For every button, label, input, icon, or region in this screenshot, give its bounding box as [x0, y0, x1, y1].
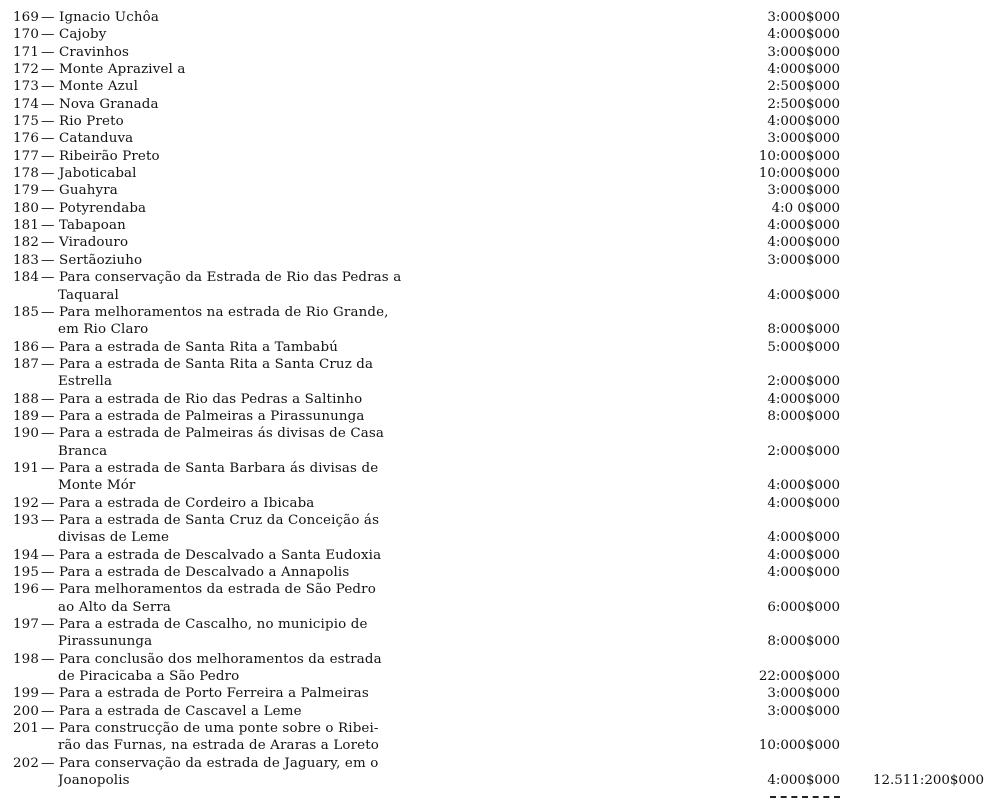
entry-label: Para a estrada de Rio das Pedras a Saltinho — [59, 391, 363, 407]
entry-text — [13, 79, 144, 94]
entry-amount: 10:000$000 — [758, 738, 840, 754]
entry-description — [13, 148, 428, 165]
ledger-entry-row — [0, 44, 986, 61]
entry-number: 191 — [13, 460, 40, 476]
entry-description — [13, 96, 428, 113]
entry-number: 171 — [13, 44, 40, 60]
entry-number: 175 — [13, 114, 40, 130]
entry-text — [58, 478, 141, 493]
entry-description — [13, 391, 428, 408]
entry-text — [13, 27, 112, 42]
entry-label: Branca — [58, 443, 108, 459]
ledger-entry-continuation-row — [0, 599, 986, 616]
entry-label: Sertãoziuho — [59, 252, 143, 268]
entry-label: Para a estrada de Santa Rita a Santa Cruz da — [59, 356, 374, 372]
entry-amount: 2:000$000 — [767, 374, 840, 390]
entry-number: 173 — [13, 79, 40, 95]
ledger-entry-row — [0, 547, 986, 564]
entry-amount: 4:000$000 — [767, 62, 840, 78]
entry-amount: 4:000$000 — [767, 495, 840, 511]
entry-dash: — — [41, 512, 55, 528]
entry-amount: 4:000$000 — [767, 547, 840, 563]
entry-description — [13, 356, 428, 373]
ledger-entry-continuation-row — [0, 772, 986, 789]
entry-description — [13, 217, 428, 234]
ledger-entry-continuation-row — [0, 321, 986, 338]
entry-dash: — — [41, 460, 55, 476]
entry-text — [13, 496, 320, 511]
entry-text — [13, 756, 384, 771]
entry-text — [13, 270, 407, 285]
ledger-entry-row — [0, 460, 986, 477]
entry-description — [13, 130, 428, 147]
entry-amount: 10:000$000 — [758, 166, 840, 182]
entry-description — [13, 703, 428, 720]
entry-amount: 4:000$000 — [767, 530, 840, 546]
entry-description — [13, 113, 428, 130]
entry-description — [58, 737, 428, 754]
entry-dash: — — [41, 703, 55, 719]
entry-dash: — — [41, 114, 55, 130]
entry-text — [13, 97, 165, 112]
entry-label: Para a estrada de Descalvado a Annapolis — [59, 565, 350, 580]
entry-label: Taquaral — [58, 287, 119, 303]
entry-dash: — — [41, 148, 55, 164]
entry-label: ao Alto da Serra — [58, 599, 172, 615]
entry-text — [58, 600, 177, 615]
ledger-entry-row — [0, 356, 986, 373]
entry-text — [58, 288, 125, 303]
entry-number: 197 — [13, 617, 40, 633]
entry-dash: — — [41, 62, 55, 78]
entry-number: 184 — [13, 270, 40, 286]
ledger-entry-row — [0, 165, 986, 182]
entry-number: 172 — [13, 62, 40, 78]
ledger-entry-continuation-row — [0, 737, 986, 754]
entry-description — [58, 373, 428, 390]
entry-text — [58, 669, 245, 684]
entry-text — [13, 131, 139, 146]
entry-text — [13, 253, 148, 268]
entry-amount: 3:000$000 — [767, 703, 840, 719]
entry-text — [13, 183, 124, 198]
entry-label: Monte Aprazivel a — [59, 62, 186, 78]
entry-text — [58, 530, 175, 545]
ledger-entry-row — [0, 408, 986, 425]
entry-label: Joanopolis — [58, 773, 130, 789]
entry-dash: — — [41, 651, 55, 667]
total-underline-rule — [770, 796, 840, 798]
entry-description — [58, 287, 428, 304]
entry-description — [13, 78, 428, 95]
entry-dash: — — [41, 131, 55, 147]
entry-number: 202 — [13, 755, 40, 771]
entry-description — [13, 547, 428, 564]
entry-label: Para melhoramentos da estrada de São Pedro — [59, 582, 376, 598]
entry-description — [58, 529, 428, 546]
entry-description — [13, 44, 428, 61]
ledger-entry-continuation-row — [0, 373, 986, 390]
entry-description — [13, 61, 428, 78]
entry-label: Para a estrada de Palmeiras ás divisas de Casa — [59, 426, 385, 442]
entry-text — [13, 340, 344, 355]
entry-dash: — — [41, 235, 55, 251]
ledger-entry-row — [0, 252, 986, 269]
entry-label: Ignacio Uchôa — [59, 10, 159, 25]
entry-number: 169 — [13, 10, 40, 25]
ledger-entry-row — [0, 564, 986, 581]
entry-text — [58, 374, 118, 389]
entry-label: de Piracicaba a São Pedro — [58, 669, 240, 685]
entry-number: 190 — [13, 426, 40, 442]
entry-description — [13, 234, 428, 251]
entry-description — [58, 772, 428, 789]
entry-number: 185 — [13, 304, 40, 320]
entry-description — [13, 269, 428, 286]
ledger-entry-row — [0, 130, 986, 147]
entry-amount: 4:000$000 — [767, 565, 840, 580]
entry-text — [13, 686, 375, 701]
entry-amount: 3:000$000 — [767, 252, 840, 268]
entry-label: Para construcção de uma ponte sobre o Ribei- — [59, 721, 379, 737]
entry-description — [58, 477, 428, 494]
entry-label: Para a estrada de Santa Cruz da Conceição ás — [59, 512, 380, 528]
ledger-entry-row — [0, 78, 986, 95]
entry-dash: — — [41, 44, 55, 60]
entry-description — [13, 339, 428, 356]
grand-total-amount: 12.511:200$000 — [872, 773, 984, 789]
entry-label: Para conservação da Estrada de Rio das Pedras a — [59, 270, 402, 286]
entry-number: 182 — [13, 235, 40, 251]
entry-text — [13, 114, 130, 129]
entry-amount: 8:000$000 — [767, 634, 840, 650]
entry-number: 193 — [13, 512, 40, 528]
entry-amount: 2:500$000 — [767, 96, 840, 112]
entry-label: Catanduva — [59, 131, 134, 147]
entry-dash: — — [41, 565, 55, 580]
entry-number: 178 — [13, 166, 40, 182]
ledger-entry-row — [0, 703, 986, 720]
ledger-entry-row — [0, 182, 986, 199]
entry-description — [13, 564, 428, 581]
entry-dash: — — [41, 304, 55, 320]
entry-amount: 3:000$000 — [767, 10, 840, 25]
entry-dash: — — [41, 27, 55, 43]
ledger-entry-continuation-row — [0, 287, 986, 304]
ledger-entry-continuation-row — [0, 443, 986, 460]
entry-dash: — — [41, 10, 55, 25]
ledger-entry-row — [0, 304, 986, 321]
entry-number: 192 — [13, 495, 40, 511]
entry-dash: — — [41, 79, 55, 95]
entry-text — [13, 392, 368, 407]
entry-label: Para a estrada de Porto Ferreira a Palmeiras — [59, 686, 369, 702]
entry-description — [13, 581, 428, 598]
entry-text — [58, 773, 136, 788]
entry-text — [13, 235, 134, 250]
ledger-entry-continuation-row — [0, 529, 986, 546]
entry-description — [13, 425, 428, 442]
entry-label: Monte Mór — [58, 478, 136, 494]
entry-label: Cravinhos — [59, 44, 130, 60]
entry-text — [13, 461, 384, 476]
entry-amount: 3:000$000 — [767, 131, 840, 147]
entry-dash: — — [41, 426, 55, 442]
entry-label: Ribeirão Preto — [59, 148, 160, 164]
entry-description — [13, 252, 428, 269]
entry-amount: 4:0 0$000 — [771, 200, 840, 216]
entry-amount: 4:000$000 — [767, 27, 840, 43]
entry-dash: — — [41, 270, 55, 286]
entry-text — [13, 10, 165, 25]
entry-description — [13, 408, 428, 425]
entry-label: Viradouro — [59, 235, 129, 251]
ledger-entry-row — [0, 495, 986, 512]
entry-label: Cajoby — [59, 27, 107, 43]
entry-text — [13, 426, 390, 441]
budget-ledger — [0, 9, 986, 789]
entry-number: 200 — [13, 703, 40, 719]
ledger-entry-row — [0, 113, 986, 130]
entry-description — [58, 633, 428, 650]
entry-description — [13, 9, 428, 26]
ledger-entry-row — [0, 9, 986, 26]
entry-label: Nova Granada — [59, 96, 159, 112]
entry-label: rão das Furnas, na estrada de Araras a Loreto — [58, 738, 379, 754]
entry-text — [13, 565, 355, 580]
entry-text — [13, 218, 132, 233]
entry-description — [58, 321, 428, 338]
entry-label: Guahyra — [59, 183, 118, 199]
entry-dash: — — [41, 252, 55, 268]
entry-text — [13, 617, 374, 632]
entry-number: 186 — [13, 339, 40, 355]
entry-label: Rio Preto — [59, 114, 124, 130]
ledger-entry-row — [0, 96, 986, 113]
ledger-entry-row — [0, 269, 986, 286]
entry-description — [58, 443, 428, 460]
entry-number: 189 — [13, 408, 40, 424]
ledger-entry-row — [0, 217, 986, 234]
entry-amount: 8:000$000 — [767, 322, 840, 338]
entry-dash: — — [41, 617, 55, 633]
entry-label: Para a estrada de Cordeiro a Ibicaba — [59, 495, 315, 511]
entry-text — [13, 409, 371, 424]
entry-description — [58, 599, 428, 616]
entry-text — [13, 513, 385, 528]
entry-amount: 3:000$000 — [767, 686, 840, 702]
ledger-entry-row — [0, 755, 986, 772]
entry-label: em Rio Claro — [58, 322, 149, 338]
entry-number: 176 — [13, 131, 40, 147]
entry-label: Para a estrada de Cascalho, no municipio de — [59, 617, 368, 633]
ledger-entry-row — [0, 685, 986, 702]
ledger-entry-row — [0, 234, 986, 251]
entry-description — [58, 668, 428, 685]
entry-amount: 4:000$000 — [767, 218, 840, 234]
entry-text — [58, 444, 113, 459]
entry-text — [13, 357, 379, 372]
entry-number: 179 — [13, 183, 40, 199]
entry-number: 199 — [13, 686, 40, 702]
entry-label: Para a estrada de Descalvado a Santa Eudoxia — [59, 547, 382, 563]
entry-description — [13, 651, 428, 668]
entry-amount: 4:000$000 — [767, 391, 840, 407]
entry-amount: 2:500$000 — [767, 79, 840, 95]
entry-description — [13, 495, 428, 512]
entry-label: Para a estrada de Santa Rita a Tambabú — [59, 339, 339, 355]
entry-dash: — — [41, 547, 55, 563]
entry-label: Para a estrada de Cascavel a Leme — [59, 703, 302, 719]
entry-description — [13, 512, 428, 529]
ledger-entry-row — [0, 651, 986, 668]
entry-number: 187 — [13, 356, 40, 372]
entry-text — [58, 738, 385, 753]
entry-number: 170 — [13, 27, 40, 43]
entry-dash: — — [41, 582, 55, 598]
ledger-entry-row — [0, 26, 986, 43]
ledger-entry-continuation-row — [0, 633, 986, 650]
entry-dash: — — [41, 339, 55, 355]
entry-dash: — — [41, 218, 55, 234]
entry-dash: — — [41, 495, 55, 511]
entry-amount: 8:000$000 — [767, 408, 840, 424]
entry-label: Monte Azul — [59, 79, 139, 95]
ledger-entry-row — [0, 339, 986, 356]
ledger-entry-row — [0, 148, 986, 165]
entry-text — [58, 322, 154, 337]
entry-dash: — — [41, 96, 55, 112]
entry-label: Para a estrada de Santa Barbara ás divisas de — [59, 460, 379, 476]
entry-description — [13, 685, 428, 702]
ledger-entry-row — [0, 61, 986, 78]
entry-description — [13, 616, 428, 633]
entry-text — [13, 704, 308, 719]
entry-dash: — — [41, 166, 55, 182]
entry-amount: 10:000$000 — [758, 148, 840, 164]
entry-text — [13, 652, 388, 667]
entry-amount: 4:000$000 — [767, 114, 840, 130]
entry-text — [13, 582, 382, 597]
ledger-entry-row — [0, 720, 986, 737]
entry-description — [13, 165, 428, 182]
entry-dash: — — [41, 755, 55, 771]
ledger-entry-row — [0, 391, 986, 408]
entry-dash: — — [41, 391, 55, 407]
entry-number: 181 — [13, 218, 40, 234]
entry-number: 198 — [13, 651, 40, 667]
entry-label: Potyrendaba — [59, 200, 147, 216]
entry-amount: 22:000$000 — [758, 669, 840, 685]
entry-dash: — — [41, 686, 55, 702]
entry-text — [13, 305, 395, 320]
ledger-entry-row — [0, 512, 986, 529]
entry-amount: 4:000$000 — [767, 235, 840, 251]
entry-dash: — — [41, 408, 55, 424]
entry-text — [13, 45, 135, 60]
entry-number: 196 — [13, 582, 40, 598]
entry-label: Tabapoan — [59, 218, 126, 234]
entry-text — [13, 166, 143, 181]
entry-number: 188 — [13, 391, 40, 407]
entry-amount: 4:000$000 — [767, 478, 840, 494]
entry-label: Para conservação da estrada de Jaguary, em o — [59, 755, 379, 771]
entry-text — [13, 201, 152, 216]
entry-description — [13, 460, 428, 477]
entry-amount: 2:000$000 — [767, 443, 840, 459]
entry-amount: 6:000$000 — [767, 599, 840, 615]
entry-text — [13, 149, 166, 164]
entry-amount: 4:000$000 — [767, 773, 840, 789]
entry-dash: — — [41, 200, 55, 216]
entry-number: 177 — [13, 148, 40, 164]
entry-text — [58, 634, 158, 649]
ledger-entry-row — [0, 200, 986, 217]
entry-label: Para melhoramentos na estrada de Rio Grande, — [59, 304, 389, 320]
entry-number: 195 — [13, 565, 40, 580]
entry-text — [13, 62, 192, 77]
entry-description — [13, 200, 428, 217]
entry-number: 194 — [13, 547, 40, 563]
ledger-entry-continuation-row — [0, 477, 986, 494]
entry-description — [13, 304, 428, 321]
entry-dash: — — [41, 356, 55, 372]
entry-amount: 4:000$000 — [767, 287, 840, 303]
entry-dash: — — [41, 183, 55, 199]
entry-label: Jaboticabal — [59, 166, 137, 182]
entry-number: 183 — [13, 252, 40, 268]
entry-number: 174 — [13, 96, 40, 112]
entry-dash: — — [41, 721, 55, 737]
ledger-entry-continuation-row — [0, 668, 986, 685]
ledger-entry-row — [0, 581, 986, 598]
entry-number: 201 — [13, 721, 40, 737]
entry-label: Estrella — [58, 374, 113, 390]
entry-description — [13, 755, 428, 772]
entry-text — [13, 721, 385, 736]
entry-description — [13, 720, 428, 737]
ledger-entry-row — [0, 425, 986, 442]
entry-amount: 3:000$000 — [767, 183, 840, 199]
ledger-entry-row — [0, 616, 986, 633]
entry-label: Para conclusão dos melhoramentos da estrada — [59, 651, 382, 667]
entry-description — [13, 182, 428, 199]
entry-description — [13, 26, 428, 43]
entry-label: Para a estrada de Palmeiras a Pirassununga — [59, 408, 365, 424]
entry-amount: 5:000$000 — [767, 339, 840, 355]
entry-label: divisas de Leme — [58, 530, 170, 546]
entry-text — [13, 548, 387, 563]
entry-label: Pirassununga — [58, 634, 153, 650]
entry-number: 180 — [13, 200, 40, 216]
entry-amount: 3:000$000 — [767, 44, 840, 60]
